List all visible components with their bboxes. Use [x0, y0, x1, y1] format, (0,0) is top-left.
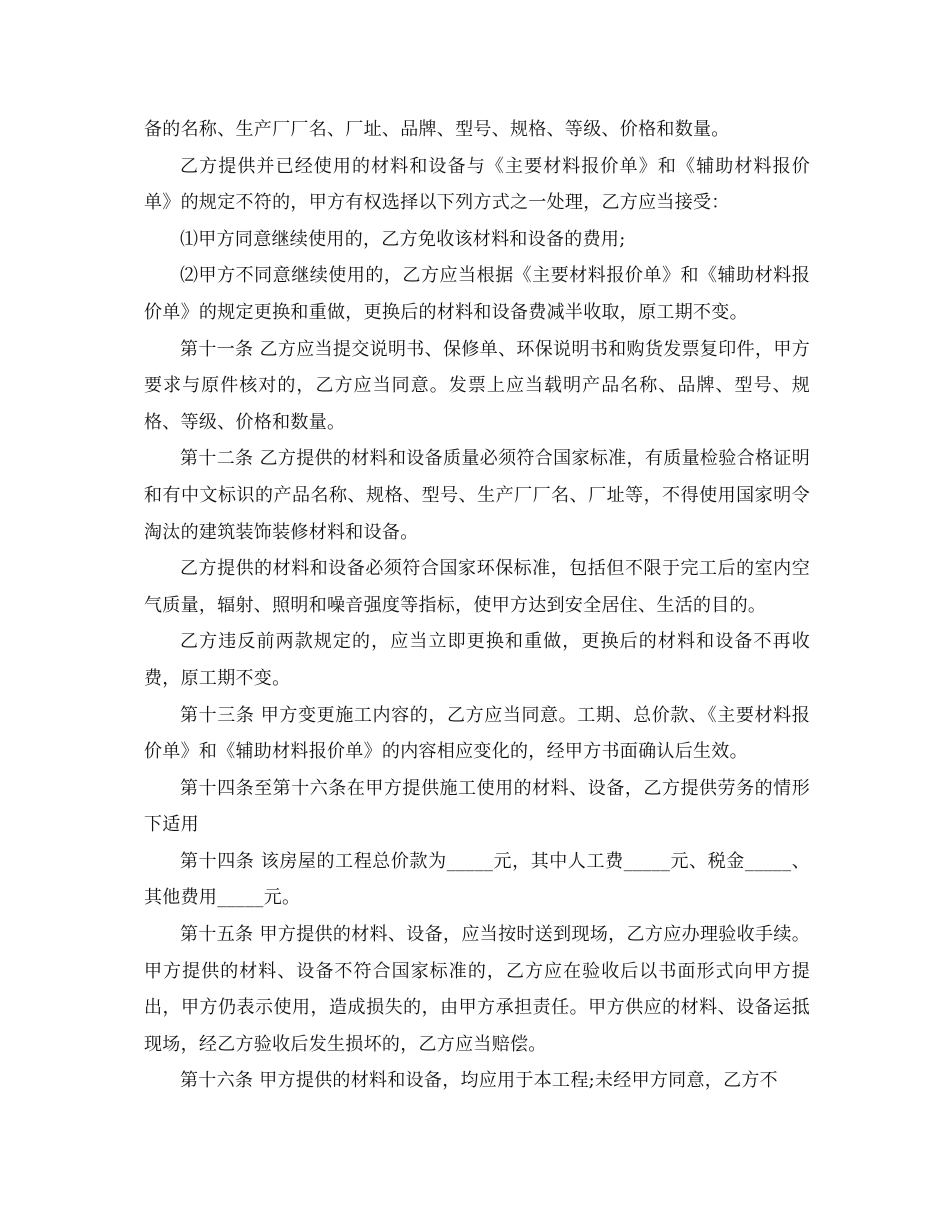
paragraph-option-2: ⑵甲方不同意继续使用的，乙方应当根据《主要材料报价单》和《辅助材料报价单》的规定更换和重做，更换后的材料和设备费减半收取，原工期不变。: [144, 265, 810, 323]
paragraph-article-12: 第十二条 乙方提供的材料和设备质量必须符合国家标准，有质量检验合格证明和有中文标识的产品名称、规格、型号、生产厂厂名、厂址等，不得使用国家明令淘汰的建筑装饰装修材料和设备。: [144, 448, 810, 543]
paragraph-environmental-standard: 乙方提供的材料和设备必须符合国家环保标准，包括但不限于完工后的室内空气质量，辐射、照明和噪音强度等指标，使甲方达到安全居住、生活的目的。: [144, 558, 810, 616]
paragraph-article-16: 第十六条 甲方提供的材料和设备，均应用于本工程;未经甲方同意，乙方不: [180, 1070, 778, 1092]
paragraph-option-1: ⑴甲方同意继续使用的，乙方免收该材料和设备的费用;: [180, 228, 626, 250]
paragraph-continuation: 备的名称、生产厂厂名、厂址、品牌、型号、规格、等级、价格和数量。: [144, 119, 730, 140]
paragraph-article-14: 第十四条 该房屋的工程总价款为_____元，其中人工费_____元、税金_____、其他费用_____元。: [144, 850, 810, 909]
paragraph-articles-14-16-scope: 第十四条至第十六条在甲方提供施工使用的材料、设备，乙方提供劳务的情形下适用: [144, 777, 810, 836]
paragraph-article-13: 第十三条 甲方变更施工内容的，乙方应当同意。工期、总价款、《主要材料报价单》和《辅助材料报价单》的内容相应变化的，经甲方书面确认后生效。: [144, 704, 810, 763]
paragraph-violation: 乙方违反前两款规定的，应当立即更换和重做，更换后的材料和设备不再收费，原工期不变。: [144, 631, 810, 689]
paragraph-article-11: 第十一条 乙方应当提交说明书、保修单、环保说明书和购货发票复印件，甲方要求与原件核对的，乙方应当同意。发票上应当载明产品名称、品牌、型号、规格、等级、价格和数量。: [144, 338, 810, 433]
paragraph-material-mismatch: 乙方提供并已经使用的材料和设备与《主要材料报价单》和《辅助材料报价单》的规定不符的，甲方有权选择以下列方式之一处理，乙方应当接受：: [144, 155, 810, 214]
paragraph-article-15: 第十五条 甲方提供的材料、设备，应当按时送到现场，乙方应办理验收手续。甲方提供的材料、设备不符合国家标准的，乙方应在验收后以书面形式向甲方提出，甲方仍表示使用，造成损失的，由甲方承担责任。甲方供应的材料、设备运抵现场，经乙方验收后发生损坏的，乙方应当赔偿。: [144, 924, 810, 1055]
